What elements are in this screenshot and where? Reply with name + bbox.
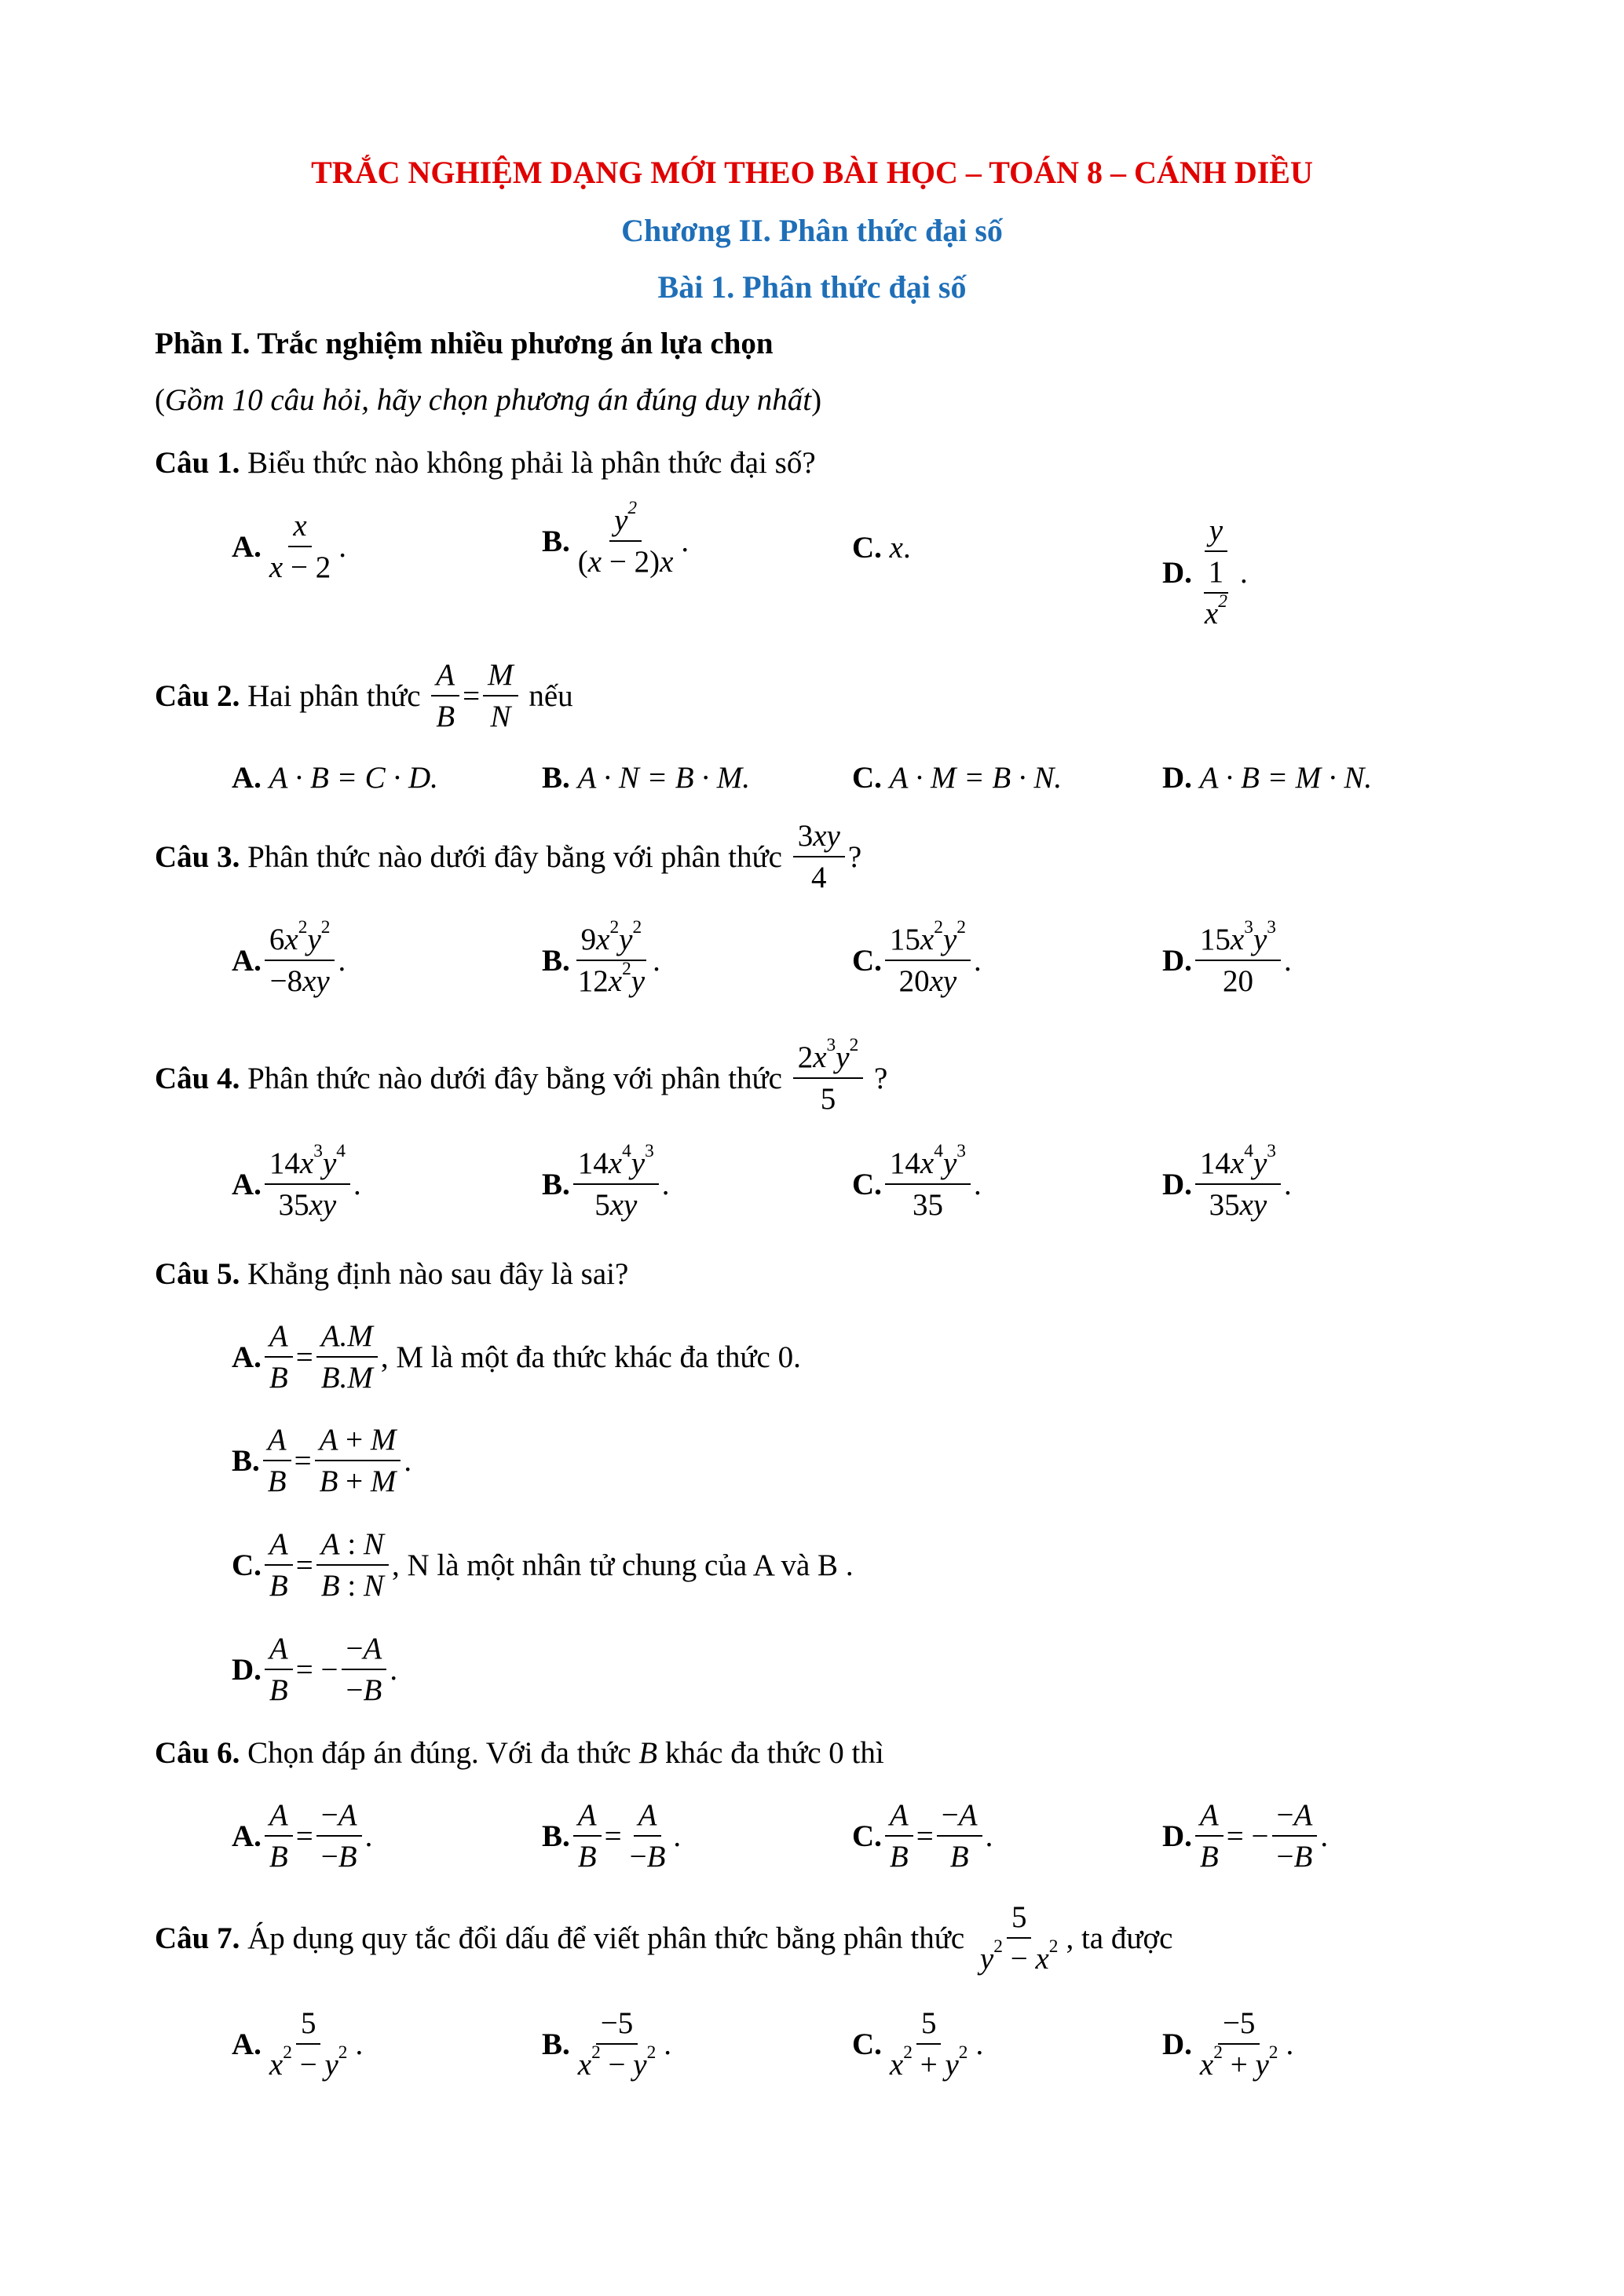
note-text: Gồm 10 câu hỏi, hãy chọn phương án đúng duy nhất bbox=[165, 383, 812, 417]
question-variable: B bbox=[638, 1736, 658, 1770]
option-label: A. bbox=[232, 1340, 262, 1375]
fraction: $\frac{A}{B}$ bbox=[265, 1527, 293, 1604]
chapter-title: Chương II. Phân thức đại số bbox=[621, 213, 1003, 248]
option-a: A. $\frac{6x^2y^2}{-8xy}$ . bbox=[232, 916, 346, 998]
question-text: Phân thức nào dưới đây bằng với phân thức bbox=[247, 840, 782, 875]
fraction: $\frac{-A}{B}$ bbox=[937, 1798, 982, 1875]
fraction: $\frac{A.M}{B.M}$ bbox=[316, 1319, 378, 1396]
question-label: Câu 3. bbox=[155, 840, 240, 875]
option-d: D. $\frac{A}{B}$ = − $\frac{-A}{-B}$ . bbox=[232, 1632, 398, 1707]
question-5 bbox=[155, 1256, 628, 1292]
option-a: A. $\frac{14x^3y^4}{35xy}$ . bbox=[232, 1140, 361, 1222]
option-d: D. $\frac{-5}{x^2 + y^2}$ . bbox=[1162, 2006, 1294, 2082]
option-text: , N là một nhân tử chung của A và B . bbox=[391, 1548, 854, 1583]
fraction: $\frac{A}{B}$ bbox=[265, 1319, 293, 1396]
option-label: C. bbox=[852, 1168, 882, 1202]
question-after: khác đa thức 0 thì bbox=[664, 1736, 884, 1770]
option-label: D. bbox=[1162, 1819, 1192, 1854]
question-label: Câu 2. bbox=[155, 679, 240, 714]
fraction: $\frac{14x^4y^3}{35}$ bbox=[885, 1146, 971, 1223]
option-text: A · B = C · D. bbox=[269, 761, 438, 795]
fraction: $\frac{5}{y^2 - x^2}$ bbox=[979, 1900, 1059, 1976]
option-a: A. $\frac{A}{B}$ = $\frac{A.M}{B.M}$ , M là một đa thức khác đa thức 0. bbox=[232, 1319, 801, 1395]
option-c: C. $\frac{5}{x^2 + y^2}$ . bbox=[852, 2006, 984, 2082]
fraction: $\frac{15x^2y^2}{20xy}$ bbox=[885, 923, 971, 1000]
fraction: $\frac{A}{B}$ bbox=[1195, 1798, 1223, 1875]
option-a: A. $\frac{x}{x - 2}$ . bbox=[232, 509, 346, 584]
fraction: $\frac{5}{x^2 + y^2}$ bbox=[889, 2006, 968, 2082]
option-text: A · B = M · N. bbox=[1199, 761, 1373, 795]
option-label: A. bbox=[232, 944, 262, 978]
fraction: $\frac{14x^4y^3}{5xy}$ bbox=[573, 1146, 659, 1223]
fraction: $\frac{A}{B}$ bbox=[265, 1798, 293, 1875]
fraction: $\frac{-A}{-B}$ bbox=[1272, 1798, 1318, 1875]
fraction: $\frac{M}{N}$ bbox=[483, 658, 518, 735]
option-b: B. $\frac{-5}{x^2 - y^2}$ . bbox=[542, 2006, 672, 2082]
fraction: $\frac{15x^3y^3}{20}$ bbox=[1195, 923, 1281, 1000]
option-text: A · N = B · M. bbox=[577, 761, 751, 795]
question-label: Câu 1. bbox=[155, 446, 240, 480]
option-label: B. bbox=[542, 761, 570, 795]
option-c: C. x . bbox=[852, 531, 911, 565]
option-label: B. bbox=[232, 1444, 260, 1479]
option-label: D. bbox=[1162, 1168, 1192, 1202]
option-label: A. bbox=[232, 1168, 262, 1202]
fraction: $\frac{9x^2y^2}{12x^2y}$ bbox=[573, 923, 649, 1000]
option-d: D. $\frac{A}{B}$ = − $\frac{-A}{-B}$ . bbox=[1162, 1798, 1329, 1874]
fraction: $\frac{y^2}{(x - 2)x}$ bbox=[577, 497, 674, 579]
option-label: A. bbox=[232, 530, 262, 565]
fraction: $\frac{A}{-B}$ bbox=[629, 1798, 666, 1874]
option-label: C. bbox=[852, 531, 882, 565]
fraction: $\frac{14x^4y^3}{35xy}$ bbox=[1195, 1146, 1281, 1223]
fraction: $\frac{A}{B}$ bbox=[431, 658, 459, 735]
part-heading: Phần I. Trắc nghiệm nhiều phương án lựa chọn bbox=[155, 327, 774, 360]
question-label: Câu 4. bbox=[155, 1062, 240, 1096]
document-title: TRẮC NGHIỆM DẠNG MỚI THEO BÀI HỌC – TOÁN 8 – CÁNH DIỀU bbox=[311, 155, 1313, 190]
option-text: A · M = B · N. bbox=[889, 761, 1063, 795]
fraction: $\frac{x}{x - 2}$ bbox=[269, 509, 331, 584]
question-after: ? bbox=[847, 840, 862, 875]
question-4 bbox=[155, 1034, 888, 1117]
question-label: Câu 7. bbox=[155, 1921, 240, 1956]
question-text: Áp dụng quy tắc đổi dấu để viết phân thức bằng phân thức bbox=[247, 1921, 965, 1956]
option-label: D. bbox=[1162, 555, 1192, 590]
option-c: C. $\frac{15x^2y^2}{20xy}$ . bbox=[852, 916, 982, 998]
question-3 bbox=[155, 819, 861, 896]
note-open-paren: ( bbox=[155, 383, 165, 417]
question-text: Phân thức nào dưới đây bằng với phân thức bbox=[247, 1062, 782, 1096]
fraction: $\frac{A + M}{B + M}$ bbox=[315, 1423, 401, 1500]
option-label: B. bbox=[542, 2027, 570, 2062]
fraction: $\frac{A}{B}$ bbox=[573, 1798, 602, 1875]
option-a: A. $\frac{A}{B}$ = $\frac{-A}{-B}$ . bbox=[232, 1798, 373, 1874]
fraction: $\frac{14x^3y^4}{35xy}$ bbox=[265, 1146, 350, 1223]
note-close-paren: ) bbox=[811, 383, 822, 417]
option-label: C. bbox=[852, 761, 882, 795]
question-text: Khẳng định nào sau đây là sai? bbox=[247, 1257, 629, 1291]
option-label: D. bbox=[1162, 2027, 1192, 2062]
option-label: A. bbox=[232, 2027, 262, 2062]
option-label: A. bbox=[232, 761, 262, 795]
question-text: Hai phân thức bbox=[247, 679, 421, 714]
option-label: B. bbox=[542, 1819, 570, 1854]
option-label: B. bbox=[542, 525, 570, 559]
fraction: $\frac{-5}{x^2 + y^2}$ bbox=[1199, 2006, 1278, 2082]
option-d bbox=[1162, 760, 1372, 795]
option-d: D. $\frac{y}{\frac{1}{x^2}}$ . bbox=[1162, 514, 1248, 631]
option-label: B. bbox=[542, 944, 570, 978]
fraction: $\frac{-5}{x^2 - y^2}$ bbox=[577, 2006, 657, 2082]
option-label: C. bbox=[852, 2027, 882, 2062]
option-b: B. $\frac{A}{B}$ = $\frac{A}{-B}$ . bbox=[542, 1798, 682, 1874]
fraction: $\frac{A : N}{B : N}$ bbox=[316, 1527, 389, 1604]
option-c: C. $\frac{14x^4y^3}{35}$ . bbox=[852, 1140, 982, 1222]
fraction: $\frac{2x^3y^2}{5}$ bbox=[793, 1040, 864, 1117]
question-label: Câu 6. bbox=[155, 1736, 240, 1770]
option-label: C. bbox=[852, 944, 882, 978]
option-c: C. $\frac{A}{B}$ = $\frac{-A}{B}$ . bbox=[852, 1798, 993, 1874]
question-text: Chọn đáp án đúng. Với đa thức bbox=[247, 1736, 631, 1770]
option-label: D. bbox=[232, 1653, 262, 1687]
option-label: A. bbox=[232, 1819, 262, 1854]
option-b bbox=[542, 760, 750, 795]
lesson-title: Bài 1. Phân thức đại số bbox=[657, 269, 967, 305]
question-after: ? bbox=[874, 1062, 888, 1096]
option-a bbox=[232, 760, 438, 795]
question-1 bbox=[155, 445, 816, 481]
question-text: Biểu thức nào không phải là phân thức đại số? bbox=[247, 446, 816, 480]
option-text: , M là một đa thức khác đa thức 0. bbox=[380, 1340, 801, 1375]
question-7 bbox=[155, 1900, 1172, 1977]
fraction: $\frac{A}{B}$ bbox=[263, 1423, 291, 1500]
option-label: C. bbox=[232, 1548, 262, 1583]
question-2: Câu 2. Hai phân thức $\frac{A}{B}$ = $\frac{M}{N}$ nếu bbox=[155, 658, 573, 733]
option-c bbox=[852, 760, 1062, 795]
question-6 bbox=[155, 1735, 884, 1771]
option-a: A. $\frac{5}{x^2 - y^2}$ . bbox=[232, 2006, 364, 2082]
option-b: B. $\frac{14x^4y^3}{5xy}$ . bbox=[542, 1140, 670, 1222]
fraction: $\frac{y}{\frac{1}{x^2}}$ bbox=[1204, 514, 1227, 631]
fraction: $\frac{6x^2y^2}{-8xy}$ bbox=[265, 923, 335, 1000]
option-label: B. bbox=[542, 1168, 570, 1202]
option-c: C. $\frac{A}{B}$ = $\frac{A : N}{B : N}$ , N là một nhân tử chung của A và B . bbox=[232, 1527, 854, 1603]
option-b: B. $\frac{9x^2y^2}{12x^2y}$ . bbox=[542, 916, 660, 998]
option-label: C. bbox=[852, 1819, 882, 1854]
question-label: Câu 5. bbox=[155, 1257, 240, 1291]
option-label: D. bbox=[1162, 944, 1192, 978]
option-b: B. $\frac{A}{B}$ = $\frac{A + M}{B + M}$ . bbox=[232, 1423, 412, 1498]
fraction: $\frac{A}{B}$ bbox=[265, 1632, 293, 1709]
question-after: nếu bbox=[529, 679, 573, 714]
fraction: $\frac{-A}{-B}$ bbox=[316, 1798, 362, 1875]
fraction: $\frac{3xy}{4}$ bbox=[793, 819, 845, 896]
fraction: $\frac{A}{B}$ bbox=[885, 1798, 913, 1875]
fraction: $\frac{5}{x^2 - y^2}$ bbox=[269, 2006, 348, 2082]
option-d: D. $\frac{14x^4y^3}{35xy}$ . bbox=[1162, 1140, 1292, 1222]
option-b: B. $\frac{y^2}{(x - 2)x}$ . bbox=[542, 497, 689, 579]
question-after: , ta được bbox=[1066, 1921, 1173, 1956]
fraction: $\frac{-A}{-B}$ bbox=[342, 1632, 387, 1709]
option-d: D. $\frac{15x^3y^3}{20}$ . bbox=[1162, 916, 1292, 998]
part-note bbox=[155, 382, 821, 418]
option-label: D. bbox=[1162, 761, 1192, 795]
